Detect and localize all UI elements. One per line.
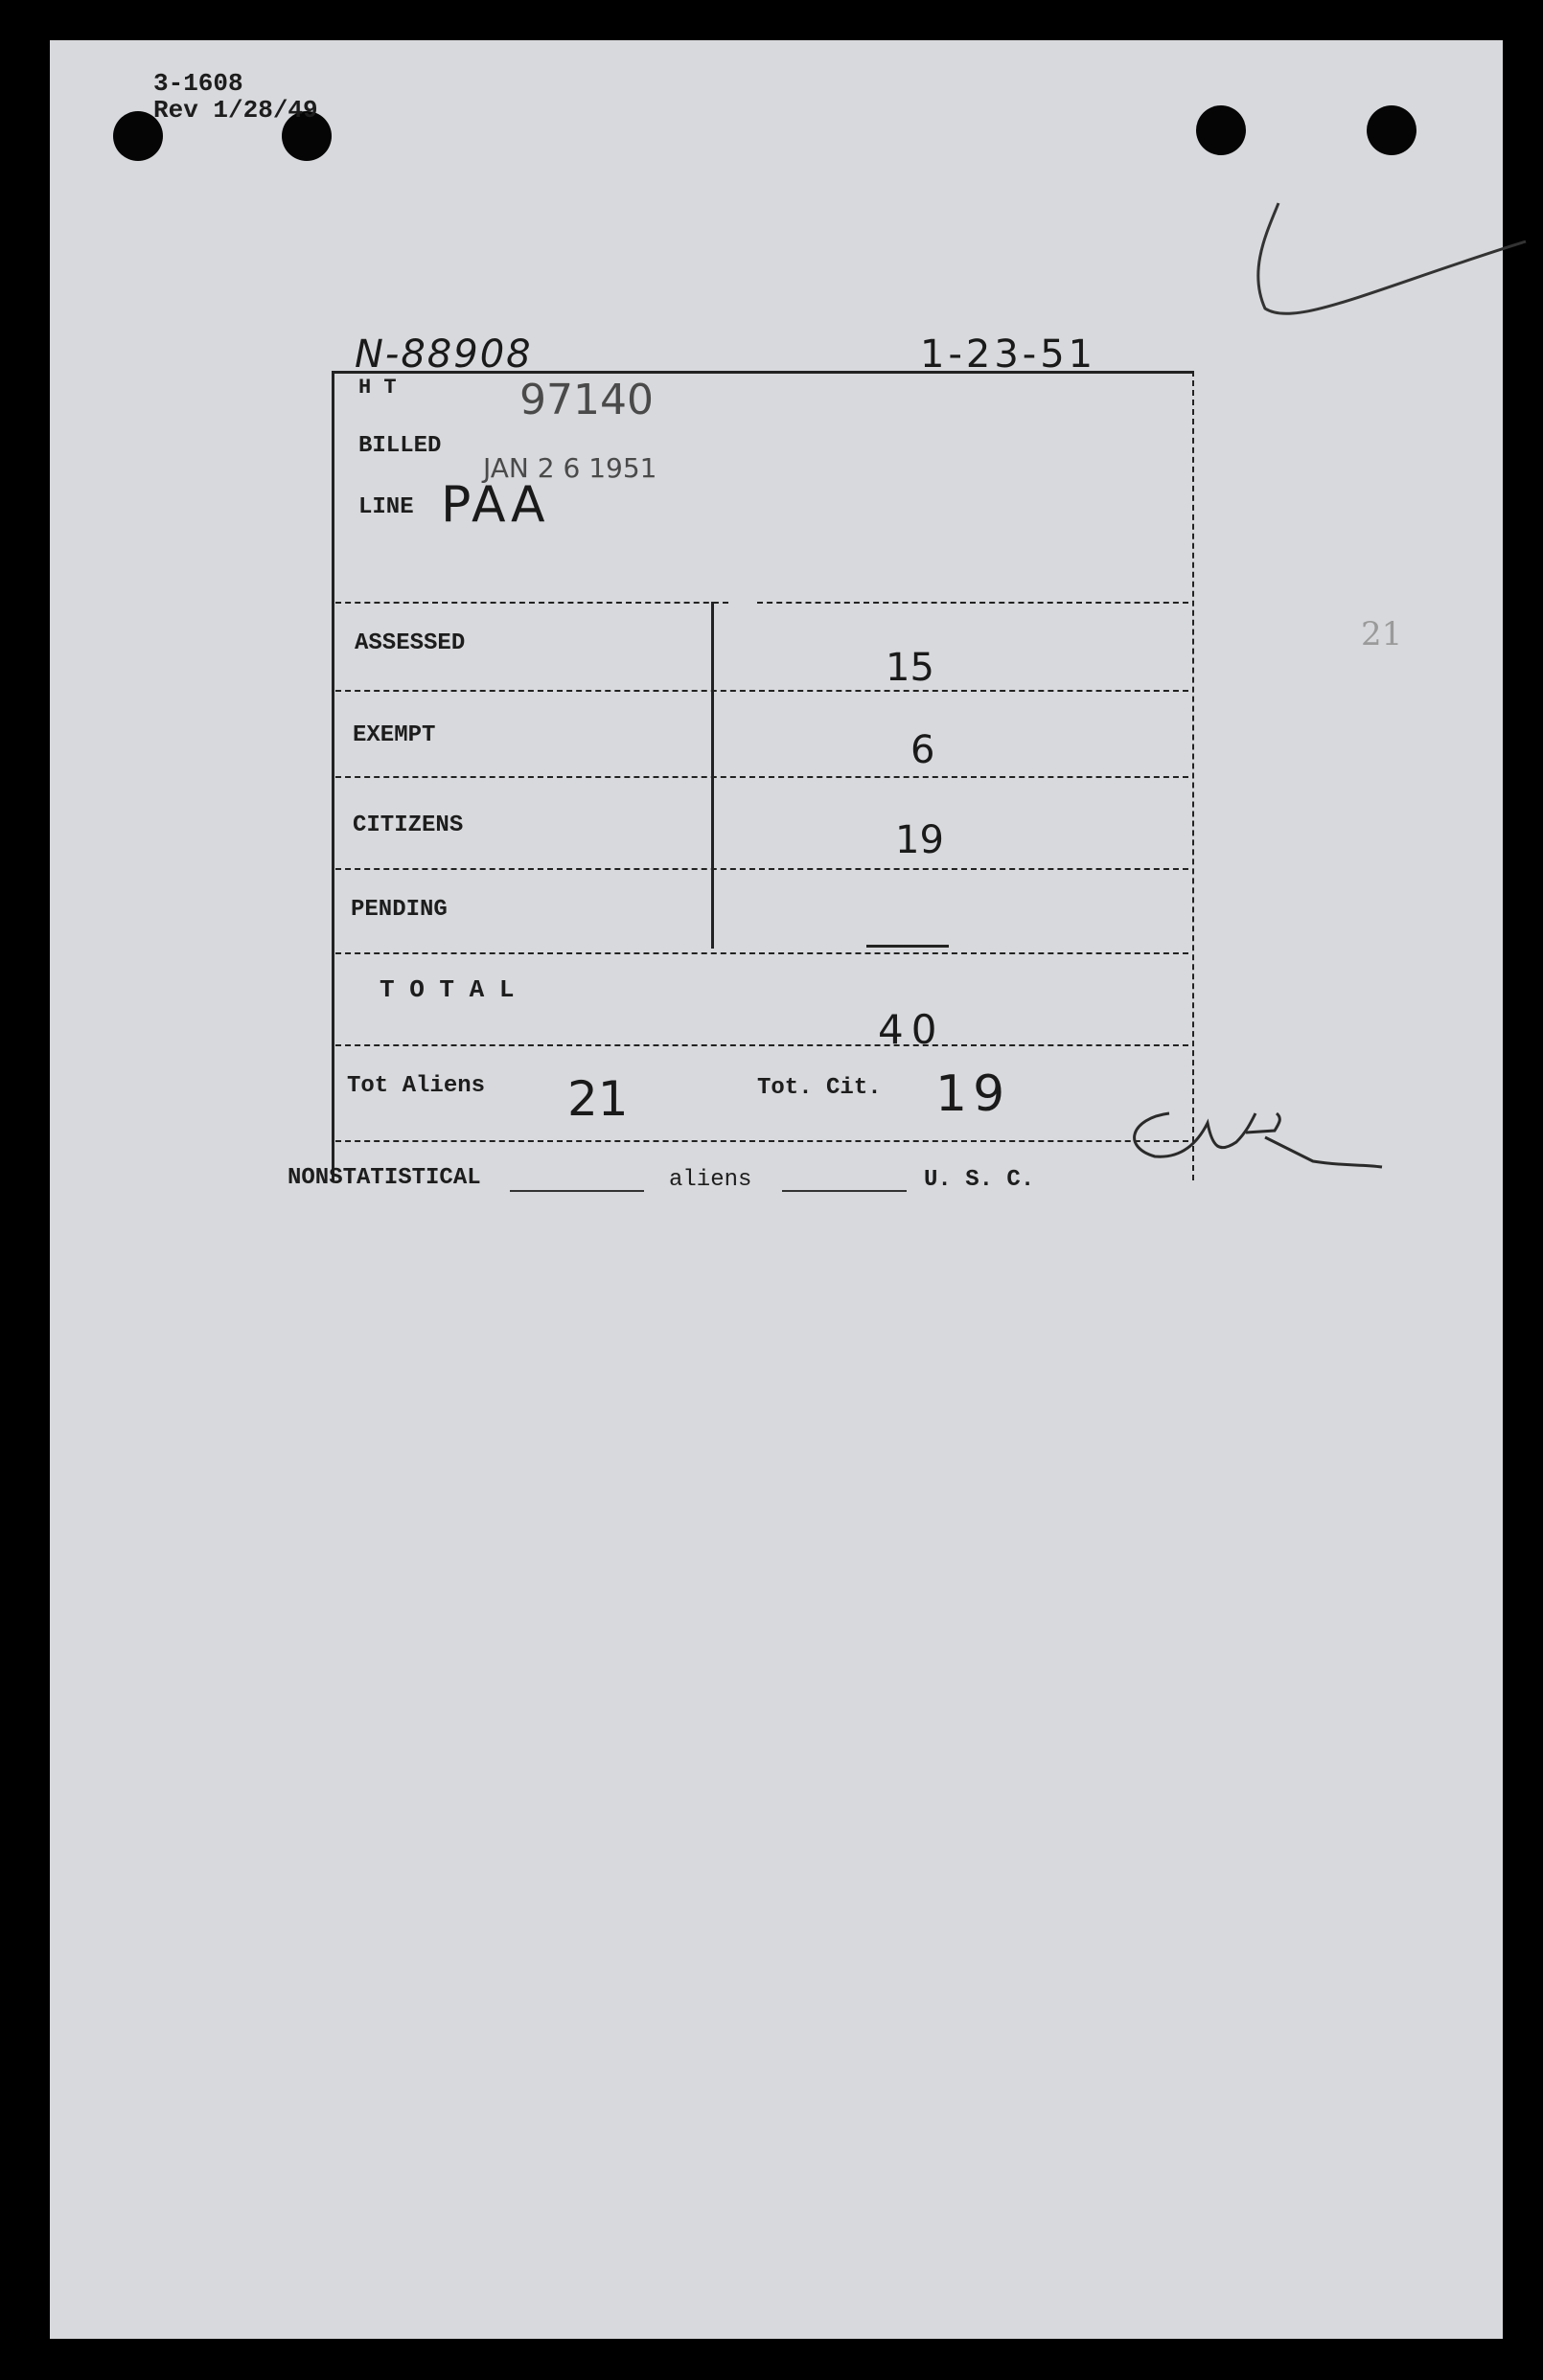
line-value: PAA: [441, 476, 549, 534]
aliens-blank: [782, 1190, 907, 1192]
row-value-citizens: 19: [895, 818, 944, 862]
row-label-pending: PENDING: [351, 897, 448, 923]
nonstatistical-label: NONSTATISTICAL: [288, 1165, 481, 1191]
total-label: T O T A L: [380, 975, 515, 1004]
margin-page-number: 21: [1361, 615, 1403, 653]
row-label-exempt: EXEMPT: [353, 722, 436, 748]
tot-aliens-label: Tot Aliens: [347, 1073, 486, 1099]
form-number: 3-1608: [153, 69, 243, 98]
form-revision: Rev 1/28/49: [153, 96, 318, 125]
table-left-border: [332, 371, 334, 1180]
total-value: 40: [878, 1006, 945, 1053]
row-line-1: [335, 690, 1188, 692]
pending-blank-stroke: [866, 945, 949, 948]
check-mark-icon: [1238, 165, 1543, 366]
row-value-assessed: 15: [886, 646, 934, 690]
nonstatistical-blank: [510, 1190, 644, 1192]
ht-value: 97140: [519, 376, 654, 424]
row-line-5: [335, 1044, 1188, 1046]
aliens-label: aliens: [669, 1167, 752, 1193]
signature-initials: [1112, 1075, 1390, 1190]
row-label-assessed: ASSESSED: [355, 630, 466, 656]
document-sheet: [50, 40, 1503, 2339]
tot-cit-value: 19: [935, 1065, 1011, 1123]
row-label-citizens: CITIZENS: [353, 812, 464, 838]
row-line-3: [335, 868, 1188, 870]
table-top-border: [332, 371, 1194, 374]
row-value-exempt: 6: [910, 728, 935, 772]
punch-hole-top-right-1: [1196, 105, 1246, 155]
case-date: 1-23-51: [920, 332, 1097, 377]
billed-date-stamp: JAN 2 6 1951: [483, 452, 657, 484]
section-divider-left: [335, 602, 728, 604]
ht-label: H T: [358, 376, 397, 400]
row-line-2: [335, 776, 1188, 778]
section-divider-right: [757, 602, 1188, 604]
case-number: N-88908: [355, 332, 533, 377]
punch-hole-top-right-2: [1367, 105, 1416, 155]
table-right-border: [1192, 371, 1194, 1180]
usc-label: U. S. C.: [924, 1167, 1035, 1193]
row-line-4: [335, 952, 1188, 954]
billed-label: BILLED: [358, 433, 442, 459]
tot-aliens-value: 21: [567, 1071, 629, 1127]
line-label: LINE: [358, 494, 414, 520]
row-line-6: [335, 1140, 1188, 1142]
column-divider: [711, 602, 714, 949]
tot-cit-label: Tot. Cit.: [757, 1075, 882, 1101]
